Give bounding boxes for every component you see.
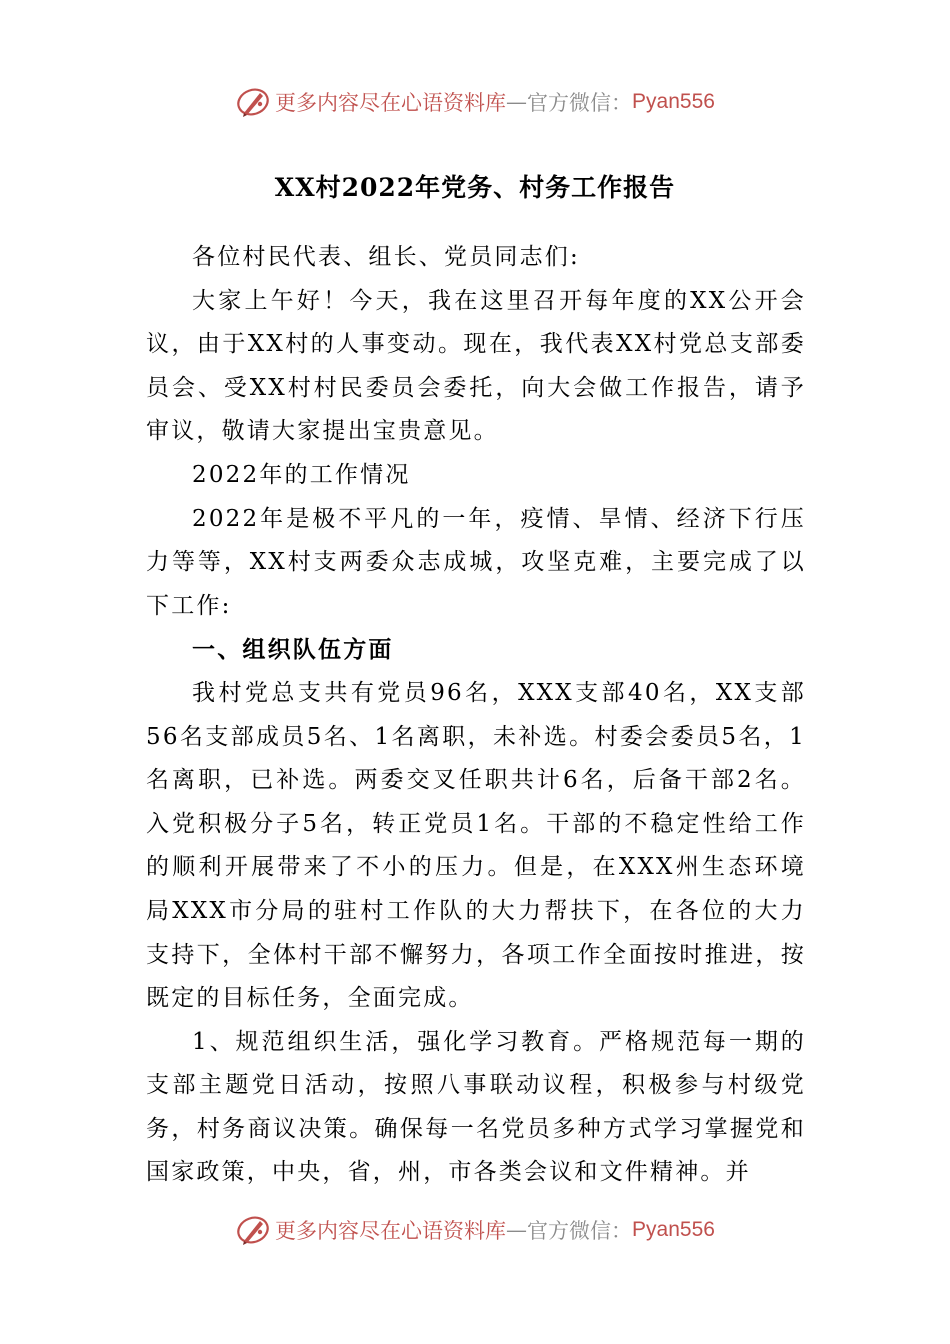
watermark-banner-top <box>0 80 950 124</box>
watermark-site-text: 更多内容尽在心语资料库 <box>275 1219 507 1243</box>
paragraph-summary: 2022年是极不平凡的一年，疫情、旱情、经济下行压力等等，XX村支两委众志成城，攻坚克难，主要完成了以下工作: <box>146 505 806 619</box>
watermark-label: 官方微信： <box>527 1219 633 1243</box>
document-body <box>146 236 806 1195</box>
watermark-site-text: 更多内容尽在心语资料库 <box>275 91 507 115</box>
paragraph-section-label: 2022年的工作情况 <box>192 461 411 488</box>
paragraph-opening: 大家上午好！今天，我在这里召开每年度的XX公开会议，由于XX村的人事变动。现在，我代表XX村党总支部委员会、受XX村村民委员会委托，向大会做工作报告，请予审议，敬请大家提出宝贵意见。 <box>146 287 806 445</box>
section-heading-organization: 一、组织队伍方面 <box>192 636 394 664</box>
paragraph-organization: 我村党总支共有党员96名，XXX支部40名，XX支部56名支部成员5名、1名离职，未补选。村委会委员5名，1名离职，已补选。两委交叉任职共计6名，后备干部2名。入党积极分子5名，转正党员1名。干部的不稳定性给工作的顺利开展带来了不小的压力。但是，在XXX州生态环境局XXX市分局的驻村工作队的大力帮扶下，在各位的大力支持下，全体村干部不懈努力，各项工作全面按时推进，按既定的目标任务，全面完成。 <box>146 679 806 1012</box>
paragraph-item-1: 1、规范组织生活，强化学习教育。严格规范每一期的支部主题党日活动，按照八事联动议程，积极参与村级党务，村务商议决策。确保每一名党员多种方式学习掌握党和国家政策，中央，省，州，市各类会议和文件精神。并 <box>146 1028 806 1186</box>
watermark-banner-bottom <box>0 1208 950 1252</box>
watermark-dash: — <box>506 90 528 114</box>
watermark-label: 官方微信： <box>527 91 633 115</box>
watermark-wechat-id: Pyan556 <box>632 1218 715 1241</box>
watermark-dash: — <box>506 1218 528 1242</box>
pen-logo-icon <box>235 1212 271 1248</box>
document-title: XX村2022年党务、村务工作报告 <box>274 173 676 202</box>
pen-logo-icon <box>235 84 271 120</box>
paragraph-salutation: 各位村民代表、组长、党员同志们: <box>192 244 580 270</box>
watermark-wechat-id: Pyan556 <box>632 90 715 113</box>
